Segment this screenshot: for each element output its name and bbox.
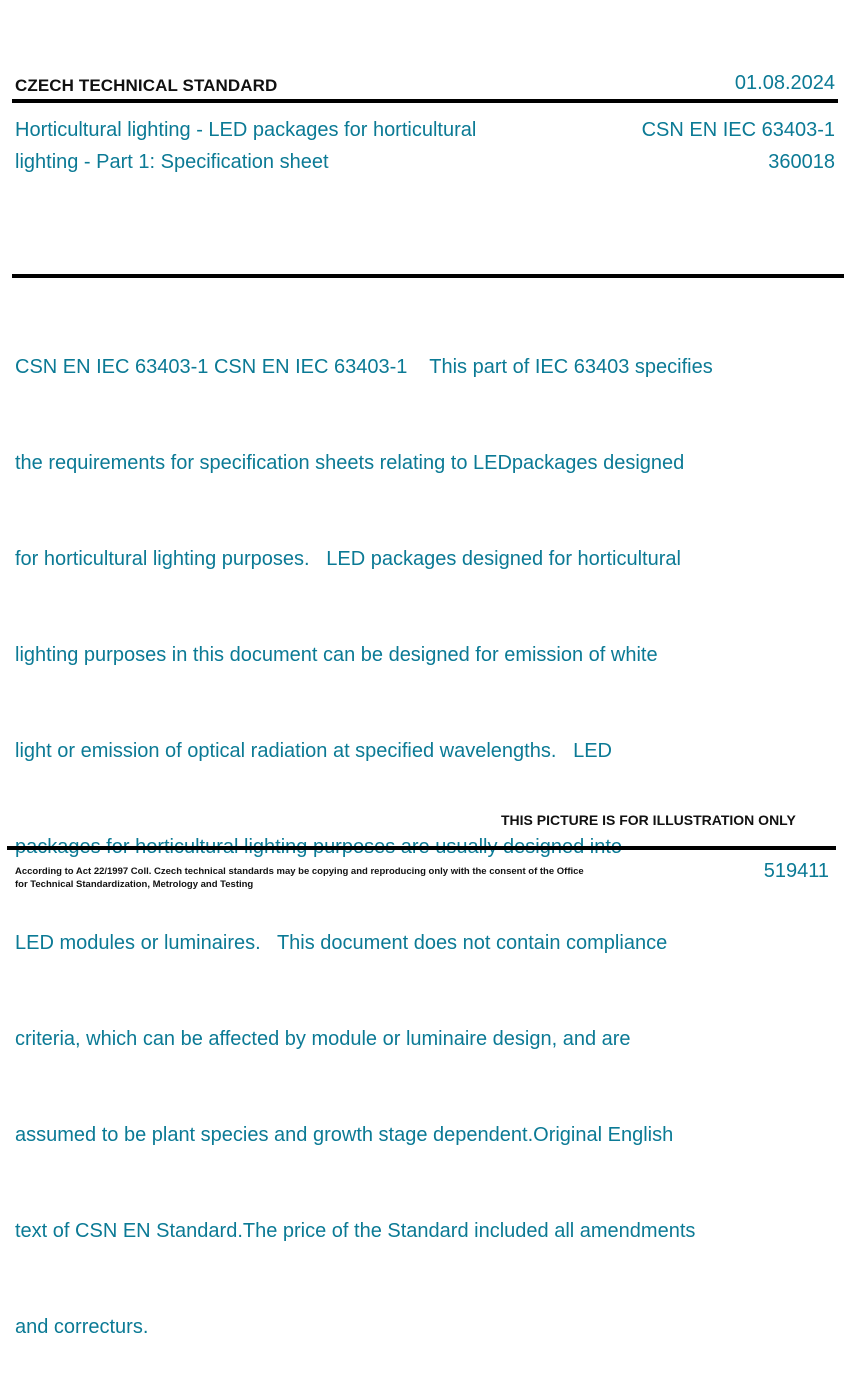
abstract-line: lighting purposes in this document can be designed for emission of white: [15, 644, 658, 666]
standard-title-line: lighting - Part 1: Specification sheet: [15, 151, 329, 173]
abstract-line: criteria, which can be affected by module or luminaire design, and are: [15, 1028, 631, 1050]
abstract-line: light or emission of optical radiation at specified wavelengths. LED: [15, 740, 612, 762]
standard-identifier: [642, 114, 835, 178]
publication-date: 01.08.2024: [734, 72, 835, 94]
footer-divider: [7, 846, 836, 850]
catalog-code: 360018: [768, 151, 835, 173]
illustration-notice: THIS PICTURE IS FOR ILLUSTRATION ONLY: [501, 812, 796, 828]
abstract-line: text of CSN EN Standard.The price of the Standard included all amendments: [15, 1220, 696, 1242]
abstract-text: [15, 287, 775, 1375]
legal-line: for Technical Standardization, Metrology and Testing: [15, 879, 254, 890]
abstract-line: assumed to be plant species and growth stage dependent.Original English: [15, 1124, 674, 1146]
standard-title-line: Horticultural lighting - LED packages for horticultural: [15, 119, 477, 141]
abstract-line: for horticultural lighting purposes. LED packages designed for horticultural: [15, 548, 681, 570]
header-divider: [12, 99, 838, 103]
standard-number: CSN EN IEC 63403-1: [641, 119, 835, 141]
section-divider: [12, 274, 844, 278]
legal-notice: [15, 865, 585, 891]
abstract-line: CSN EN IEC 63403-1 CSN EN IEC 63403-1 This part of IEC 63403 specifies: [15, 356, 713, 378]
abstract-line: LED modules or luminaires. This document does not contain compliance: [15, 932, 668, 954]
abstract-line: and correcturs.: [15, 1316, 149, 1338]
document-type-heading: CZECH TECHNICAL STANDARD: [15, 76, 278, 95]
legal-line: According to Act 22/1997 Coll. Czech technical standards may be copying and reproducing only with the consent of the Office: [15, 866, 584, 877]
standard-title: [15, 114, 535, 178]
abstract-line: the requirements for specification sheets relating to LEDpackages designed: [15, 452, 685, 474]
product-code: 519411: [763, 860, 829, 882]
